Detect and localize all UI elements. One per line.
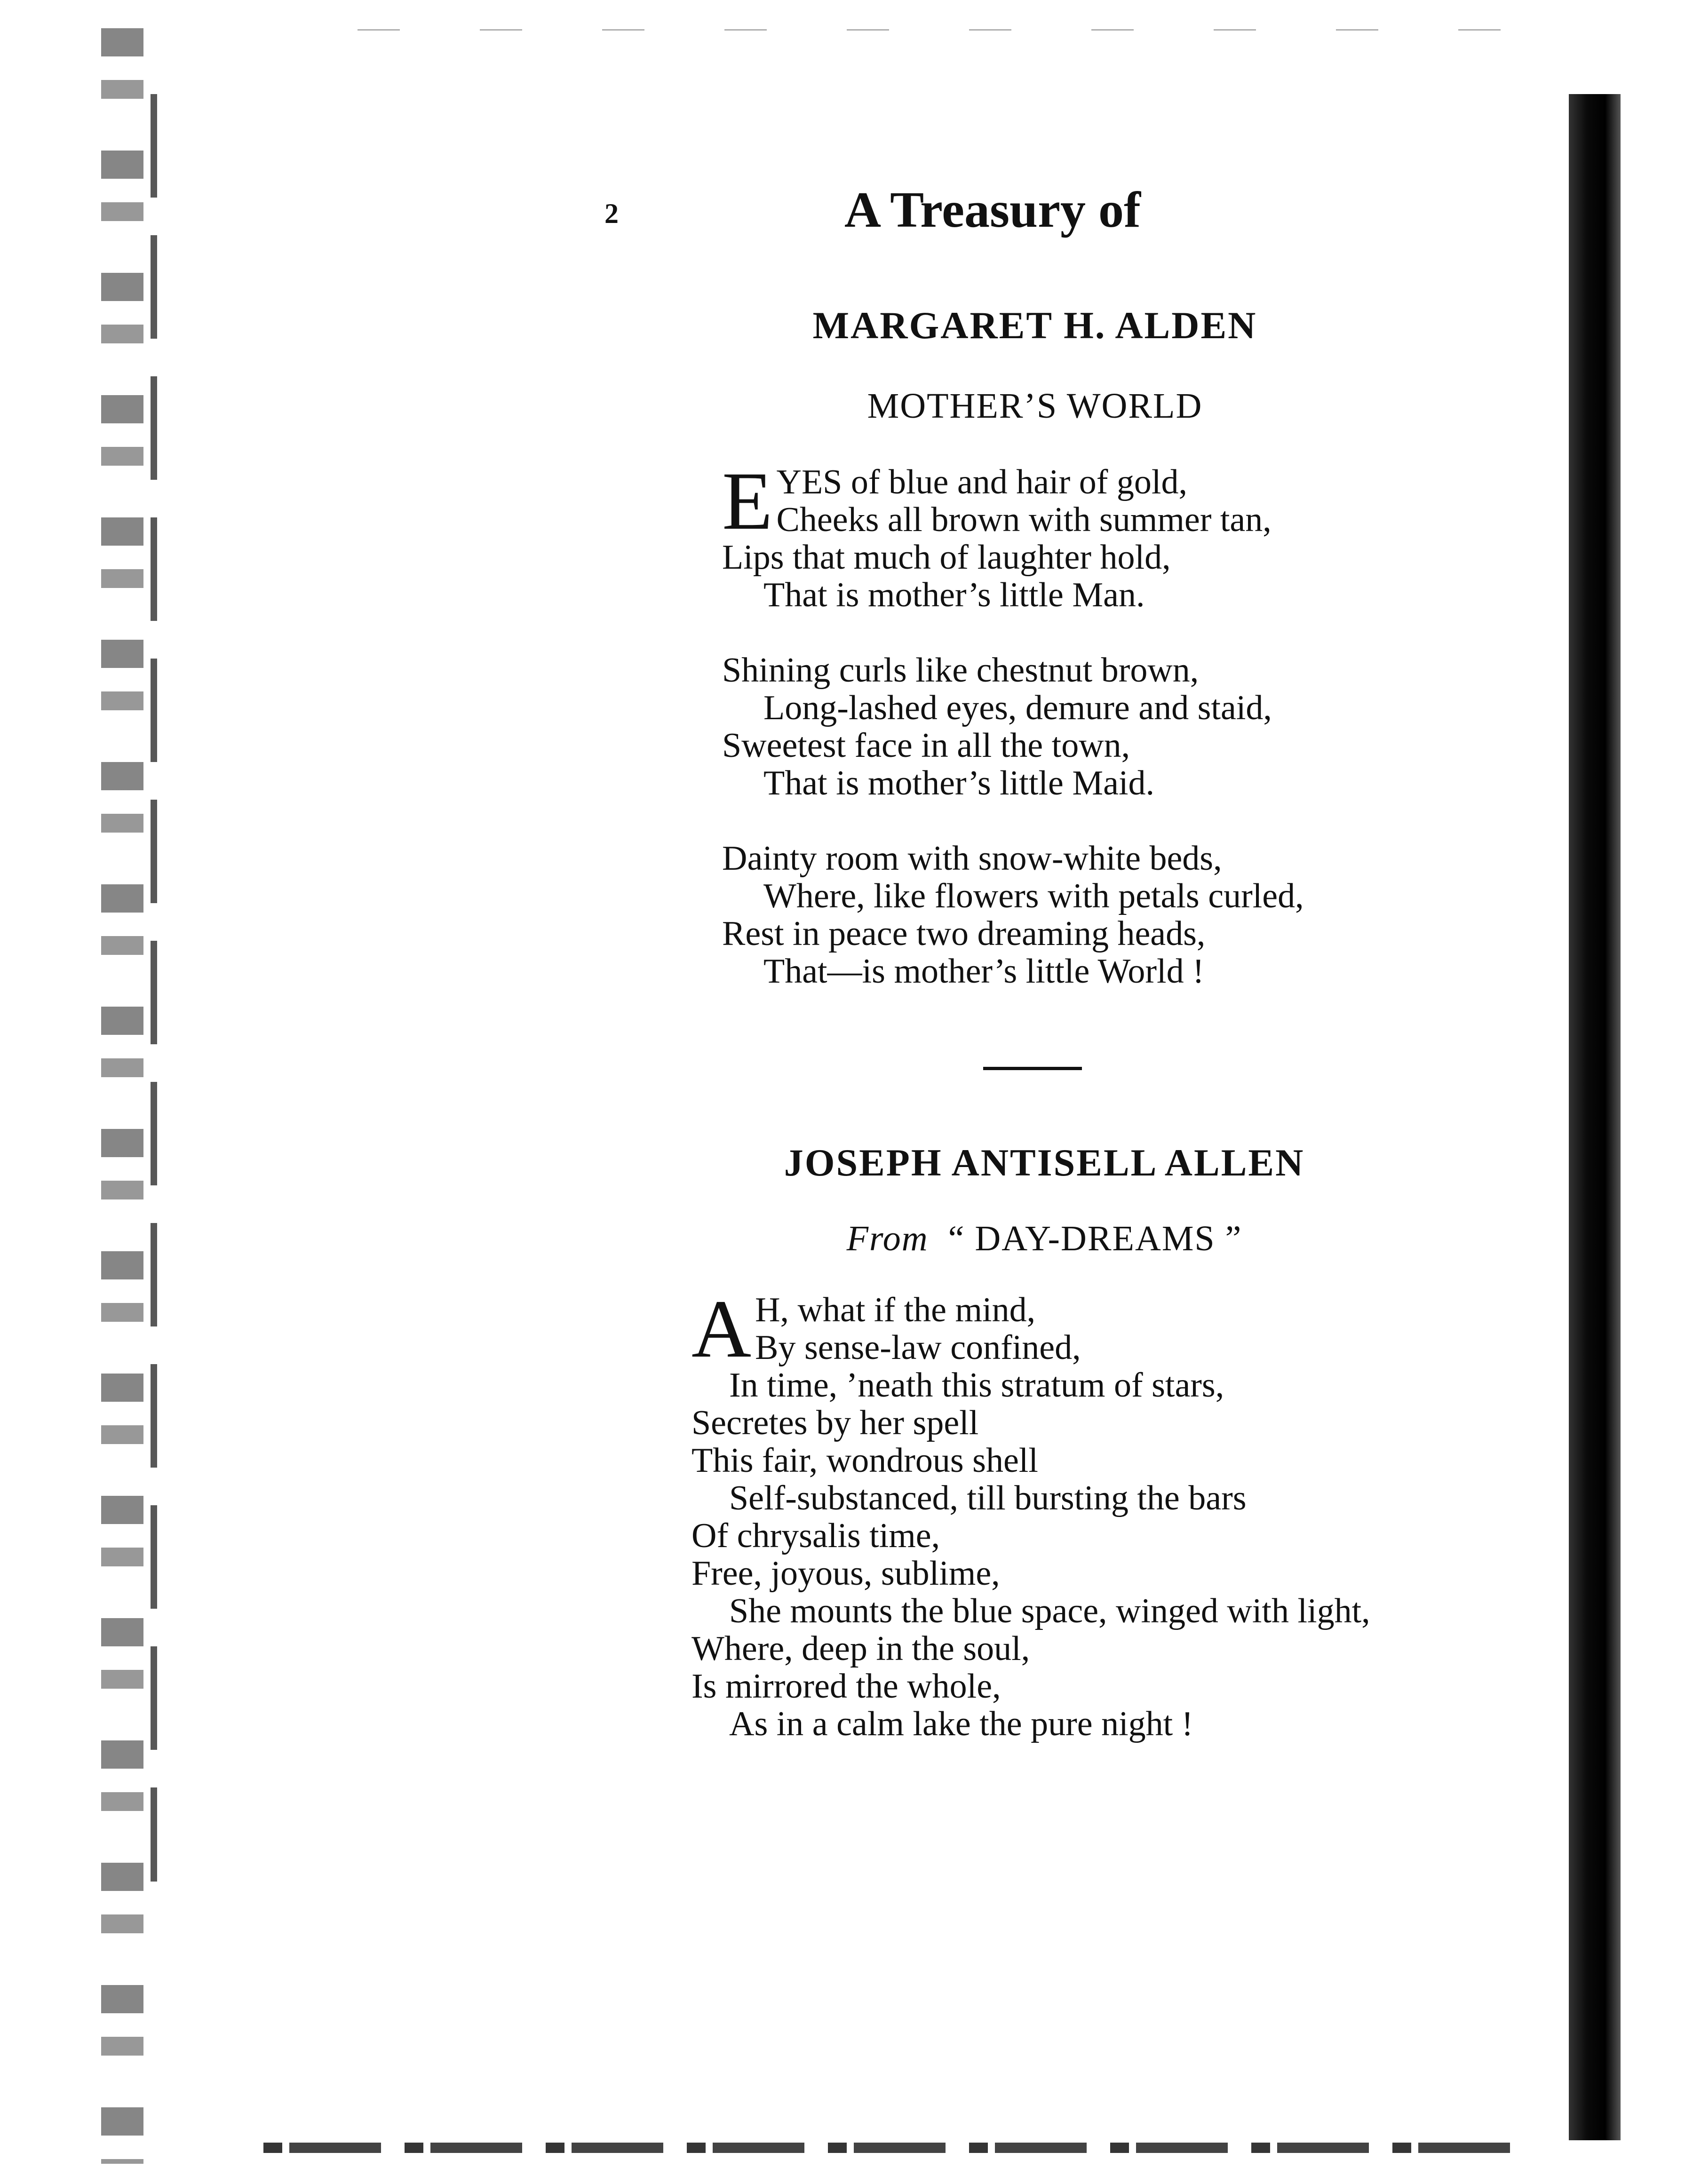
poem-line: Free, joyous, sublime, xyxy=(691,1554,1000,1593)
stanza xyxy=(722,455,1272,614)
author-heading: MARGARET H. ALDEN xyxy=(812,304,1257,347)
drop-cap: A xyxy=(691,1283,752,1375)
poem-line: She mounts the blue space, winged with light, xyxy=(729,1592,1370,1630)
poem-line: Lips that much of laughter hold, xyxy=(722,538,1171,577)
poem-line: That—is mother’s little World ! xyxy=(763,952,1204,991)
poem-line: Secretes by her spell xyxy=(691,1404,979,1442)
page-number: 2 xyxy=(604,198,619,229)
scan-left-binding xyxy=(151,94,157,1882)
stanza xyxy=(722,840,1304,990)
scan-bottom-strip xyxy=(263,2143,1534,2153)
poem-line: Is mirrored the whole, xyxy=(691,1667,1001,1706)
section-separator xyxy=(983,1067,1082,1070)
poem-line: By sense-law confined, xyxy=(755,1328,1081,1367)
scan-right-edge xyxy=(1569,94,1621,2140)
stanza xyxy=(722,651,1272,802)
poem-title xyxy=(715,1218,1374,1259)
poem-title-prefix: From xyxy=(846,1219,929,1258)
stanza xyxy=(691,1283,1370,1743)
poem-line: That is mother’s little Maid. xyxy=(763,764,1155,802)
poem-line: Where, deep in the soul, xyxy=(691,1629,1030,1668)
author-heading: JOSEPH ANTISELL ALLEN xyxy=(784,1141,1305,1184)
poem-line: Self-substanced, till bursting the bars xyxy=(729,1479,1247,1517)
poem-line: Of chrysalis time, xyxy=(691,1517,940,1555)
poem-line: Shining curls like chestnut brown, xyxy=(722,651,1199,690)
drop-cap: E xyxy=(722,455,773,547)
poem-line: H, what if the mind, xyxy=(755,1291,1036,1329)
poem-title: MOTHER’S WORLD xyxy=(867,386,1203,426)
poem-title-text: “ DAY-DREAMS ” xyxy=(948,1219,1242,1258)
running-title: A Treasury of xyxy=(844,182,1141,238)
poem-line: As in a calm lake the pure night ! xyxy=(729,1705,1193,1743)
poem-line: This fair, wondrous shell xyxy=(691,1441,1038,1480)
poem-line: Sweetest face in all the town, xyxy=(722,726,1130,765)
scan-top-rule xyxy=(358,29,1562,31)
poem-line: In time, ’neath this stratum of stars, xyxy=(729,1366,1224,1405)
poem-line: That is mother’s little Man. xyxy=(763,576,1145,614)
poem-line: YES of blue and hair of gold, xyxy=(776,463,1187,501)
poem-line: Long-lashed eyes, demure and staid, xyxy=(763,689,1272,727)
poem-line: Rest in peace two dreaming heads, xyxy=(722,914,1206,953)
poem-line: Dainty room with snow-white beds, xyxy=(722,839,1222,878)
poem-line: Cheeks all brown with summer tan, xyxy=(776,500,1272,539)
scan-left-edge xyxy=(101,28,143,2164)
poem-line: Where, like flowers with petals curled, xyxy=(763,877,1304,915)
